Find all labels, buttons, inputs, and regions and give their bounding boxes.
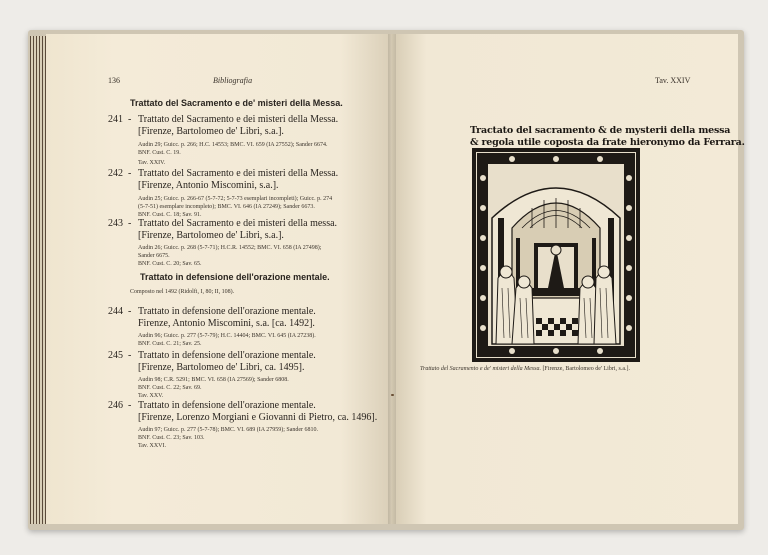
entry-number: 244 xyxy=(108,306,123,317)
entry-number: 243 xyxy=(108,218,123,229)
entry-title: Trattato del Sacramento e dei misteri della messa. xyxy=(138,218,338,229)
page-number: 136 xyxy=(108,76,120,85)
entry-number: 245 xyxy=(108,350,123,361)
plate-label: Tav. XXIV xyxy=(655,76,691,85)
woodcut-caption xyxy=(420,366,630,372)
entry-ref: Audin 97; Guicc. p. 277 (5-7-78); BMC. VI. 689 (IA 27959); Sander 6810. xyxy=(138,427,319,433)
woodcut-title-line-1: Tractato del sacramento & de mysterii della messa xyxy=(470,125,731,136)
entry-plate: Tav. XXVI. xyxy=(138,443,167,449)
entry-ref: BNF. Cust. C. 23; Sav. 103. xyxy=(138,435,205,441)
woodcut-illustration xyxy=(472,148,640,362)
caption-title: Trattato del Sacramento e de' misteri della Messa. xyxy=(420,366,541,372)
page-mark xyxy=(391,394,394,396)
entry-title: Trattato in defensione dell'orazione mentale. xyxy=(138,350,316,361)
entry-imprint: [Firenze, Bartolomeo de' Libri, s.a.]. xyxy=(138,126,284,137)
entry-ref: BNF. Cust. C. 21; Sav. 25. xyxy=(138,341,202,347)
section-note: Composto nel 1492 (Ridolfi, I, 80; II, 108). xyxy=(130,289,235,295)
entry-number: 242 xyxy=(108,168,123,179)
entry-title: Trattato in defensione dell'orazione mentale. xyxy=(138,306,316,317)
entry-ref: Audin 26; Guicc. p. 268 (5-7-71); H.C.R. 14552; BMC. VI. 658 (IA 27498); xyxy=(138,245,322,251)
caption-imprint: [Firenze, Bartolomeo de' Libri, s.a.]. xyxy=(542,366,630,372)
entry-ref: Audin 25; Guicc. p. 266-67 (5-7-72; 5-7-73 esemplari incompleti); Guicc. p. 274 xyxy=(138,196,333,202)
entry-ref: Audin 29; Guicc. p. 266; H.C. 14553; BMC. VI. 659 (IA 27552); Sander 6674. xyxy=(138,142,328,148)
entry-plate: Tav. XXIV. xyxy=(138,160,166,166)
entry-number: 241 xyxy=(108,114,123,125)
section-heading-sacramento: Trattato del Sacramento e de' misteri della Messa. xyxy=(130,98,343,108)
entry-plate: Tav. XXV. xyxy=(138,393,164,399)
entry-ref: Audin 98; C.R. 5291; BMC. VI. 658 (IA 27569); Sander 6808. xyxy=(138,377,289,383)
entry-ref: BNF. Cust. C. 20; Sav. 65. xyxy=(138,261,202,267)
entry-imprint: [Firenze, Antonio Miscomini, s.a.]. xyxy=(138,180,279,191)
entry-ref: BNF. Cust. C. 22; Sav. 69. xyxy=(138,385,202,391)
entry-title: Trattato del Sacramento e dei misteri della Messa. xyxy=(138,114,339,125)
entry-ref: Sander 6675. xyxy=(138,253,170,259)
entry-title: Trattato in defensione dell'orazione mentale. xyxy=(138,400,316,411)
entry-number: 246 xyxy=(108,400,123,411)
book-spine xyxy=(388,34,396,524)
entry-imprint: [Firenze, Bartolomeo de' Libri, ca. 1495]. xyxy=(138,362,305,373)
woodcut-title-line-2: & regola utile coposta da frate hieronymo da Ferrara. xyxy=(470,137,745,148)
entry-title: Trattato del Sacramento e dei misteri della Messa. xyxy=(138,168,339,179)
entry-ref: BNF. Cust. C. 18; Sav. 91. xyxy=(138,212,202,218)
entry-imprint: Firenze, Antonio Miscomini, s.a. [ca. 1492]. xyxy=(138,318,315,329)
entry-imprint: [Firenze, Lorenzo Morgiani e Giovanni di Pietro, ca. 1496]. xyxy=(138,412,378,423)
section-heading-orazione: Trattato in defensione dell'orazione mentale. xyxy=(140,272,330,282)
entry-imprint: [Firenze, Bartolomeo de' Libri, s.a.]. xyxy=(138,230,284,241)
running-title: Bibliografia xyxy=(213,76,253,85)
entry-ref: BNF. Cust. C. 19. xyxy=(138,150,181,156)
entry-ref: Audin 96; Guicc. p. 277 (5-7-79); H.C. 14404; BMC. VI. 645 (IA 27238). xyxy=(138,333,316,339)
entry-ref: (5-7-51) esemplare incompleto); BMC. VI. 646 (IA 27249); Sander 6673. xyxy=(138,204,315,210)
